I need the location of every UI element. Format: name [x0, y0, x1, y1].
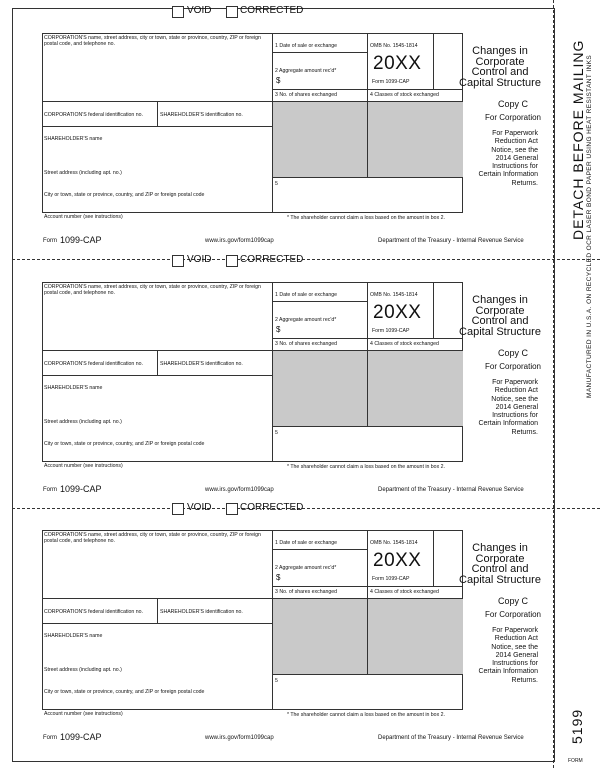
form-name-small: Form 1099-CAP — [372, 576, 410, 582]
shareholder-id-label: SHAREHOLDER'S identification no. — [160, 361, 243, 367]
paperwork-notice: For Paperwork Reduction Act Notice, see the 2014 General Instructions for Certain Information Returns. — [478, 627, 538, 684]
footer-form-name: 1099-CAP — [60, 484, 102, 494]
shaded-area — [273, 599, 367, 674]
box1-label: 1 Date of sale or exchange — [275, 43, 338, 49]
city-label: City or town, state or province, country, and ZIP or foreign postal code — [44, 192, 205, 198]
form-name-small: Form 1099-CAP — [372, 79, 410, 85]
tax-year: 20XX — [373, 302, 422, 323]
form-copy-1 — [0, 0, 600, 250]
footer-form-name: 1099-CAP — [60, 732, 102, 742]
corporation-name-label: CORPORATION'S name, street address, city or town, state or province, country, ZIP or foreign postal code, and telephone no. — [44, 284, 261, 296]
box2-label: 2 Aggregate amount rec'd* — [275, 317, 337, 323]
shareholder-name-label: SHAREHOLDER'S name — [44, 136, 103, 142]
footer-url: www.irs.gov/form1099cap — [205, 487, 274, 493]
footer-form-name: 1099-CAP — [60, 235, 102, 245]
box4-label: 4 Classes of stock exchanged — [370, 341, 439, 347]
omb-number: OMB No. 1545-1814 — [370, 540, 418, 546]
street-address-label: Street address (including apt. no.) — [44, 667, 122, 673]
manufactured-notice: MANUFACTURED IN U.S.A. ON RECYCLED OCR LASER BOND PAPER USING HEAT RESISTANT INKS — [586, 54, 593, 398]
paperwork-notice: For Paperwork Reduction Act Notice, see the 2014 General Instructions for Certain Information Returns. — [478, 379, 538, 436]
box2-label: 2 Aggregate amount rec'd* — [275, 565, 337, 571]
void-label: VOID — [187, 5, 212, 16]
form-title: Changes in Corporate Control and Capital Structure — [459, 45, 541, 89]
box5-label: 5 — [275, 678, 278, 684]
corporation-name-label: CORPORATION'S name, street address, city or town, state or province, country, ZIP or foreign postal code, and telephone no. — [44, 532, 261, 544]
form-stock-word: FORM — [568, 758, 583, 764]
corporation-federal-id-label: CORPORATION'S federal identification no. — [44, 361, 143, 367]
box5-label: 5 — [275, 430, 278, 436]
corporation-federal-id-label: CORPORATION'S federal identification no. — [44, 609, 143, 615]
box4-label: 4 Classes of stock exchanged — [370, 92, 439, 98]
void-checkbox[interactable] — [172, 6, 184, 18]
box1-label: 1 Date of sale or exchange — [275, 292, 338, 298]
footer-form-word: Form — [43, 238, 57, 244]
copy-title: Copy C — [497, 348, 528, 358]
shareholder-name-label: SHAREHOLDER'S name — [44, 633, 103, 639]
footer-department: Department of the Treasury - Internal Revenue Service — [378, 238, 524, 244]
box5-label: 5 — [275, 181, 278, 187]
city-label: City or town, state or province, country, and ZIP or foreign postal code — [44, 689, 205, 695]
omb-number: OMB No. 1545-1814 — [370, 292, 418, 298]
box1-label: 1 Date of sale or exchange — [275, 540, 338, 546]
void-label: VOID — [187, 254, 212, 265]
box3-label: 3 No. of shares exchanged — [275, 589, 338, 595]
corrected-label: CORRECTED — [240, 5, 304, 16]
footer-form-word: Form — [43, 735, 57, 741]
void-checkbox[interactable] — [172, 503, 184, 515]
footer-department: Department of the Treasury - Internal Revenue Service — [378, 735, 524, 741]
shaded-area — [273, 102, 367, 177]
paperwork-notice: For Paperwork Reduction Act Notice, see the 2014 General Instructions for Certain Information Returns. — [478, 130, 538, 187]
form-title: Changes in Corporate Control and Capital Structure — [459, 294, 541, 338]
shareholder-note: * The shareholder cannot claim a loss based on the amount in box 2. — [287, 712, 445, 718]
form-name-small: Form 1099-CAP — [372, 328, 410, 334]
corporation-federal-id-label: CORPORATION'S federal identification no. — [44, 112, 143, 118]
corrected-checkbox[interactable] — [226, 503, 238, 515]
account-number-label: Account number (see instructions) — [44, 711, 123, 717]
shareholder-note: * The shareholder cannot claim a loss based on the amount in box 2. — [287, 215, 445, 221]
footer-form-word: Form — [43, 487, 57, 493]
account-number-label: Account number (see instructions) — [44, 214, 123, 220]
street-address-label: Street address (including apt. no.) — [44, 419, 122, 425]
shaded-area — [273, 351, 367, 426]
box2-dollar: $ — [276, 573, 281, 582]
corporation-name-label: CORPORATION'S name, street address, city or town, state or province, country, ZIP or foreign postal code, and telephone no. — [44, 35, 261, 47]
box4-label: 4 Classes of stock exchanged — [370, 589, 439, 595]
omb-number: OMB No. 1545-1814 — [370, 43, 418, 49]
city-label: City or town, state or province, country, and ZIP or foreign postal code — [44, 441, 205, 447]
shaded-area — [368, 599, 463, 674]
account-number-label: Account number (see instructions) — [44, 463, 123, 469]
form-stock-number: 5199 — [569, 708, 585, 744]
shareholder-id-label: SHAREHOLDER'S identification no. — [160, 112, 243, 118]
box3-label: 3 No. of shares exchanged — [275, 341, 338, 347]
tax-year: 20XX — [373, 53, 422, 74]
shaded-area — [368, 351, 463, 426]
detach-before-mailing: DETACH BEFORE MAILING — [570, 39, 586, 240]
shareholder-name-label: SHAREHOLDER'S name — [44, 385, 103, 391]
corrected-checkbox[interactable] — [226, 255, 238, 267]
shaded-area — [368, 102, 463, 177]
copy-title: Copy C — [497, 596, 528, 606]
copy-for: For Corporation — [484, 362, 542, 371]
box2-dollar: $ — [276, 325, 281, 334]
footer-department: Department of the Treasury - Internal Revenue Service — [378, 487, 524, 493]
footer-url: www.irs.gov/form1099cap — [205, 735, 274, 741]
footer-url: www.irs.gov/form1099cap — [205, 238, 274, 244]
form-copy-3 — [0, 497, 600, 747]
copy-for: For Corporation — [484, 113, 542, 122]
shareholder-id-label: SHAREHOLDER'S identification no. — [160, 609, 243, 615]
box2-dollar: $ — [276, 76, 281, 85]
shareholder-note: * The shareholder cannot claim a loss based on the amount in box 2. — [287, 464, 445, 470]
void-checkbox[interactable] — [172, 255, 184, 267]
tax-year: 20XX — [373, 550, 422, 571]
box2-label: 2 Aggregate amount rec'd* — [275, 68, 337, 74]
corrected-label: CORRECTED — [240, 254, 304, 265]
corrected-label: CORRECTED — [240, 502, 304, 513]
void-label: VOID — [187, 502, 212, 513]
form-copy-2 — [0, 249, 600, 499]
box3-label: 3 No. of shares exchanged — [275, 92, 338, 98]
form-title: Changes in Corporate Control and Capital Structure — [459, 542, 541, 586]
street-address-label: Street address (including apt. no.) — [44, 170, 122, 176]
corrected-checkbox[interactable] — [226, 6, 238, 18]
copy-title: Copy C — [497, 99, 528, 109]
copy-for: For Corporation — [484, 610, 542, 619]
